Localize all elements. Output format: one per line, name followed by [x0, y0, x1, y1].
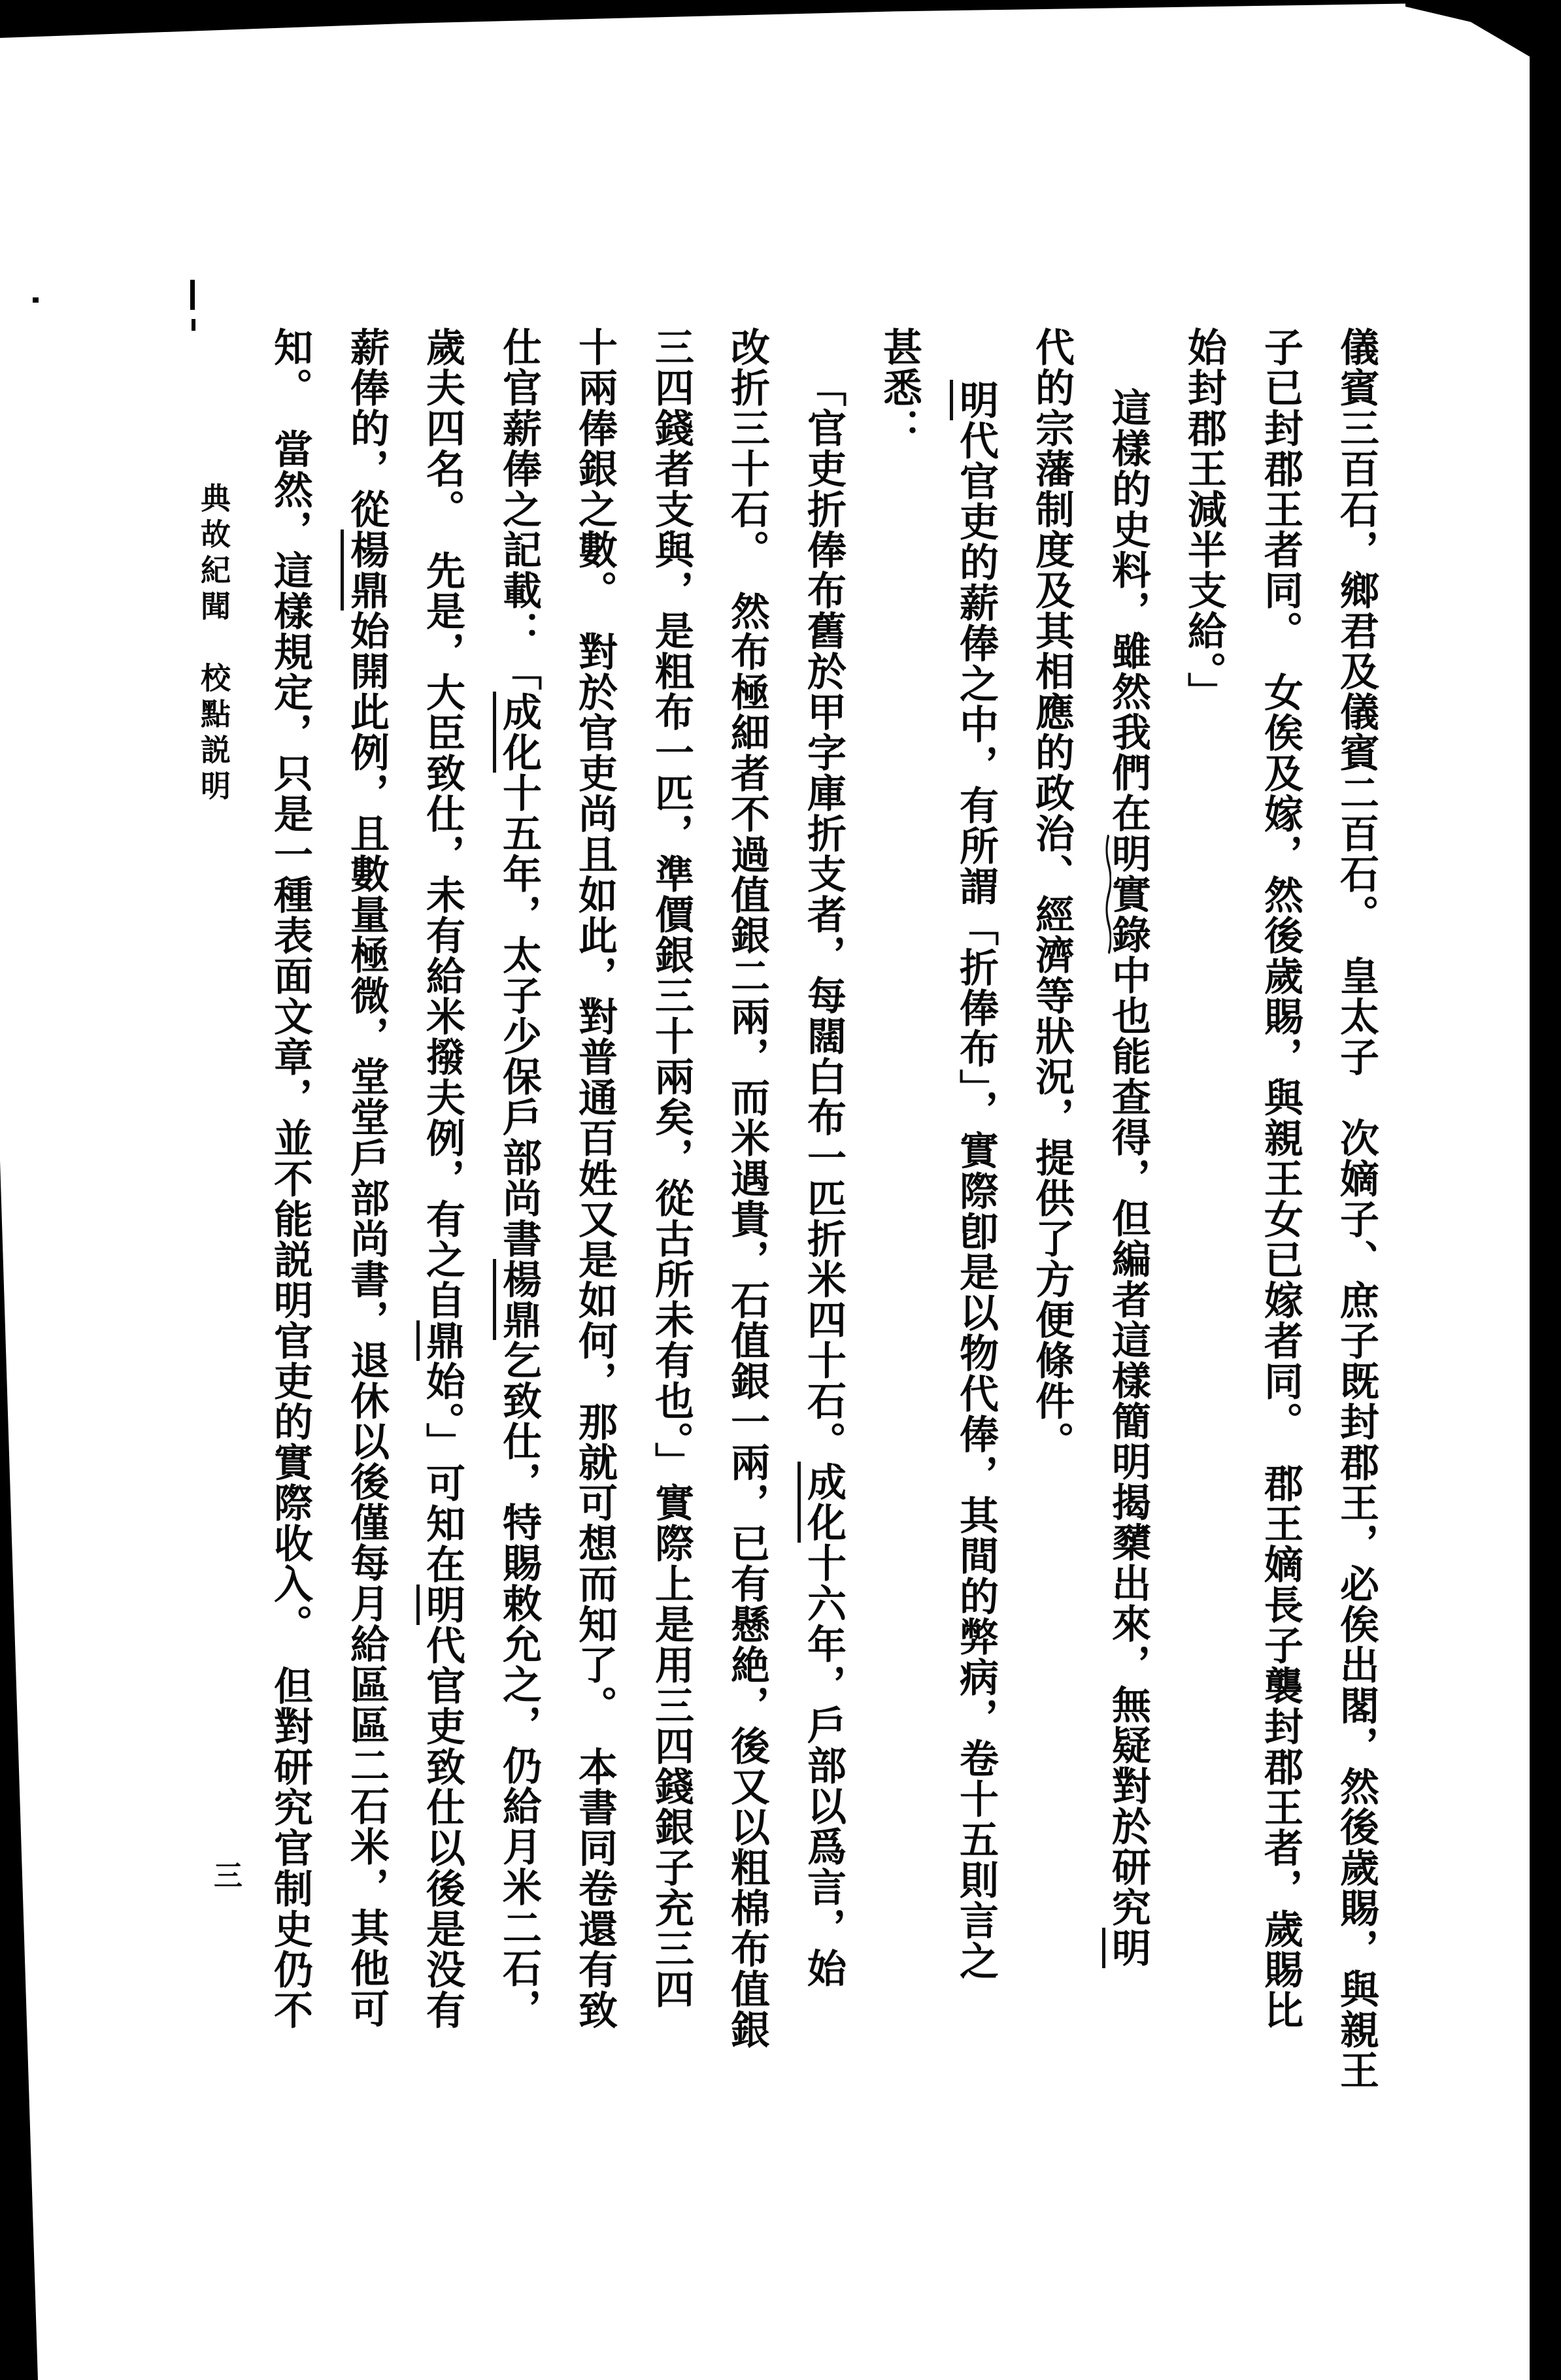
text-column-12	[495, 327, 543, 2029]
text-column-1	[1332, 327, 1381, 2090]
book-title-wavy-line-icon	[1103, 835, 1111, 954]
column-text-segment: 儀賓三百石，鄉君及儀賓二百石。 皇太子 次嫡子、庶子既封郡王，必俟出閣，然後歲賜，與親王	[1334, 327, 1379, 2090]
proper-noun-text: 明	[1102, 1928, 1151, 1968]
text-column-6	[952, 327, 1000, 1981]
text-column-5	[1028, 327, 1076, 1462]
proper-noun-text: 成化	[493, 692, 542, 773]
text-column-11	[571, 327, 619, 2030]
column-text-segment: 仕官薪俸之記載：「	[496, 327, 542, 692]
column-text-segment: 知。 當然，這樣規定，只是一種表面文章，並不能説明官吏的實際收入。 但對研究官制史仍不	[267, 327, 313, 2030]
column-text-segment: 十五年，太子少保戶部尚書	[496, 773, 542, 1259]
scan-artifact-speck	[192, 319, 195, 331]
column-text-segment: 這樣的史料，雖然我們在	[1105, 388, 1151, 833]
scan-artifact-right-edge	[1530, 0, 1561, 2380]
text-column-9	[723, 327, 771, 2050]
column-text-segment: 始。」可知在	[420, 1361, 465, 1584]
column-text-segment: 代的宗藩制度及其相應的政治、經濟等狀況，提供了方便條件。	[1029, 327, 1075, 1462]
text-column-7	[875, 327, 924, 448]
running-title: 典故紀聞 校點説明	[196, 482, 231, 806]
column-text-segment: 十兩俸銀之數。 對於官吏尚且如此，對普通百姓又是如何，那就可想而知了。 本書同卷還有致	[572, 327, 618, 2030]
page-number: 三	[209, 1860, 242, 1889]
book-title-text: 明實錄	[1105, 833, 1151, 955]
column-text-segment: 乞致仕，特賜敕允之，仍給月米二石，	[496, 1340, 542, 2029]
column-text-segment: 始封郡王減半支給。」	[1181, 327, 1227, 712]
scan-artifact-speck	[33, 297, 39, 303]
text-column-3	[1180, 327, 1228, 712]
text-column-13	[418, 327, 467, 2030]
column-text-segment: 甚悉：	[877, 327, 922, 448]
text-column-10	[647, 327, 696, 2009]
column-text-segment: 子已封郡王者同。 女俟及嫁，然後歲賜，與親王女已嫁者同。 郡王嫡長子襲封郡王者，歲賜比	[1258, 327, 1303, 2030]
text-column-2	[1256, 327, 1305, 2030]
proper-noun-text: 鼎	[416, 1320, 465, 1361]
column-text-segment: 中也能查得，但編者這樣簡明揭櫫出來，無疑對於研究	[1105, 955, 1151, 1928]
column-text-segment: 薪俸的，從	[344, 327, 390, 529]
text-column-14	[343, 327, 391, 2029]
proper-noun-text: 明	[416, 1584, 465, 1625]
proper-noun-text: 明	[950, 380, 999, 420]
column-text-segment: 歲夫四名。 先是，大臣致仕，未有給米撥夫例，有之自	[420, 327, 465, 1320]
column-text-segment: 始開此例，且數量極微，堂堂戶部尚書，退休以後僅每月給區區二石米，其他可	[344, 611, 390, 2029]
column-text-segment: 十六年，戶部以爲言，始	[801, 1543, 847, 1988]
scan-artifact-left-edge	[0, 1160, 38, 2380]
scan-artifact-top-edge	[0, 0, 1445, 38]
proper-noun-text: 楊鼎	[493, 1259, 542, 1340]
proper-noun-text: 成化	[797, 1462, 847, 1543]
column-text-segment: 三四錢者支與，是粗布一匹，準價銀三十兩矣，從古所未有也。」實際上是用三四錢銀子充三四	[648, 327, 694, 2009]
text-column-15	[266, 327, 314, 2030]
column-text-segment: 代官吏致仕以後是没有	[420, 1625, 465, 2030]
text-column-8	[799, 327, 848, 1988]
proper-noun-text: 楊鼎	[341, 529, 390, 611]
column-text-segment: 代官吏的薪俸之中，有所謂「折俸布」，實際卽是以物代俸，其間的弊病，卷十五則言之	[953, 420, 999, 1981]
column-text-segment: 改折三十石。 然布極細者不過值銀二兩，而米遇貴，石值銀一兩，已有懸絶，後又以粗棉布值銀	[724, 327, 770, 2050]
scan-artifact-speck	[190, 280, 195, 310]
column-text-segment: 「官吏折俸布舊於甲字庫折支者，每闊白布一匹折米四十石。	[801, 367, 847, 1462]
text-column-4	[1104, 327, 1152, 1968]
